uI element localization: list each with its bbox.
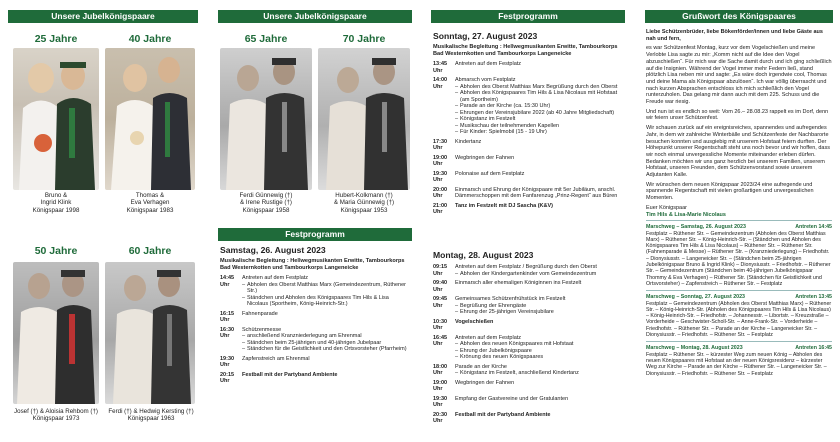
column-jubel-1 <box>8 0 198 442</box>
greeting-salutation: Liebe Schützenbrüder, liebe Bökenförder/innen und liebe Gäste aus nah und fern, <box>646 29 823 42</box>
item-bullet: – Königstanz im Festzelt <box>455 116 623 123</box>
couple-illustration <box>13 262 99 404</box>
item-time: 20:30 Uhr <box>433 411 448 424</box>
program-item <box>433 335 623 361</box>
divider <box>646 290 832 291</box>
couple-illustration <box>13 48 99 190</box>
couple-caption: Ferdi (†) & Hedwig Kersting (†) Königspaar 1963 <box>108 408 194 423</box>
march-time: Antreten 14:45 <box>795 224 832 231</box>
item-bullet: – Abholen der Kindergartenkinder vom Gemeindezentrum <box>455 271 623 278</box>
item-time: 14:00 Uhr <box>433 77 448 90</box>
item-text: Festball mit der Partyband Ambiente <box>455 411 551 418</box>
item-time: 09:15 Uhr <box>433 264 448 277</box>
program-item <box>433 319 623 332</box>
couple-photo <box>105 262 195 404</box>
column-festprogramm <box>431 0 625 442</box>
couple-photo <box>105 48 195 190</box>
item-text: Empfang der Gastvereine und der Gratulanten <box>455 395 569 402</box>
march-title: Marschweg – Samstag, 26. August 2023 <box>646 224 746 231</box>
item-bullet: – Ehrung der Jubelkönigspaare <box>455 348 623 355</box>
greeting-paragraph: es war Schützenfest Montag, kurz vor dem Vogelschießen und meine Verlobte Lisa sagte zu mir: „Komm nicht auf die Idee den Vogel abzuschießen“. Für mich war die Sache damit durch und ich ging schließlich auf die Insignien. Während der Vogel immer mehr Federn ließ, stand plötzlich Lisa neben mir und sagte: „Es wäre doch irgendwie cool, Thomas und deine Mama als Königspaar abzulösen“. Ich war völlig überrascht und nach kurzen Absprachen entschloss ich mich schließlich den Vogel runterzuholen. Das gelang mir dann auch mit dem 225. Schuss und die Freude war riesig. <box>646 45 832 106</box>
item-bullet: – Begrüßung der Ehrengäste <box>455 303 623 310</box>
greeting-body <box>645 23 833 377</box>
divider <box>646 220 832 221</box>
item-text: Antreten auf dem Festplatz / Begrüßung durch den Oberst <box>455 264 597 270</box>
item-bullet: – Für Kinder: Spielmobil (15 - 19 Uhr) <box>455 129 623 136</box>
item-time: 19:30 Uhr <box>433 395 448 408</box>
item-time: 20:00 Uhr <box>433 186 448 200</box>
couple-illustration <box>220 48 312 190</box>
item-bullet: – Königstanz im Festzelt, anschließend Kindertanz <box>455 370 623 377</box>
day-subtitle: Musikalische Begleitung : Hellwegmusikanten Erwitte, Tambourkorps Bad Westernkotten und Tambourkorps Langeneicke <box>220 258 405 271</box>
march-routes <box>646 224 832 377</box>
day-heading: Samstag, 26. August 2023 <box>220 245 326 255</box>
march-route <box>646 345 832 376</box>
item-time: 17:30 Uhr <box>433 138 448 152</box>
item-time: 10:30 Uhr <box>433 318 448 331</box>
item-bullet: – Abholen des neuen Königspaares mit Hofstaat <box>455 341 623 348</box>
couple-years: 25 Jahre <box>34 33 78 45</box>
item-time: 16:45 Uhr <box>433 334 448 347</box>
column-grusswort <box>645 0 833 442</box>
item-text: Antreten auf dem Festplatz <box>242 275 309 282</box>
item-bullet: – Musikschau der teilnehmenden Kapellen <box>455 123 623 130</box>
couple-caption: Josef (†) & Aloisia Rehbom (†) Königspaar 1973 <box>14 408 98 423</box>
program-item <box>220 372 410 385</box>
program-item <box>433 139 623 152</box>
march-time: Antreten 16:45 <box>795 345 832 352</box>
program-item <box>433 203 623 216</box>
section-banner: Festprogramm <box>431 10 625 23</box>
program-list <box>220 275 410 385</box>
item-time: 20:15 Uhr <box>220 371 235 385</box>
march-text: Festplatz – Gemeindezentrum (Abholen des Oberst Matthias Marx) – Rüthener Str. – König-Heinrich-Str. (Abholen des Königspaares Tim Hils & Lisa Nicolaus) – König-Heinrich-Str. – Friedhofstr. – Johannesstr. – Libortstr. – Kreuzstraße – Vorderheide – Geschwister-Scholl-Str. – Anne-Frank-Str. – Vorderheide – Friedhofstr. – Rüthener Str. – Parade an der Kirche – Langeneicker Str. – Dionysiusstr. – Friedhofstr. – Rüthener Str. – Festplatz <box>646 300 832 339</box>
item-text: Wegbringen der Fahnen <box>455 154 515 161</box>
couple-illustration <box>105 48 195 190</box>
program-item <box>433 77 623 136</box>
column-jubel-2 <box>218 0 412 442</box>
item-bullet: – Abholen des Oberst Matthias Marx (Gemeindezentrum, Rüthener Str.) <box>242 282 410 295</box>
item-text: Wegbringen der Fahnen <box>455 379 515 386</box>
item-text: Einmarsch aller ehemaligen Königinnen ins Festzelt <box>455 280 582 286</box>
program-monday <box>433 250 623 428</box>
program-item <box>433 380 623 393</box>
item-time: 14:45 Uhr <box>220 275 235 288</box>
item-time: 09:40 Uhr <box>433 280 448 293</box>
couple-photo <box>220 48 312 190</box>
program-item <box>433 264 623 277</box>
greeting-paragraph: Wir wünschen dem neuen Königspaar 2023/24 eine aufregende und spannende Regentschaft mit vielen großartigen und unvergesslichen Momenten. <box>646 181 814 202</box>
couple-illustration <box>105 262 195 404</box>
item-text: Gemeinsames Schützenfrühstück im Festzelt <box>455 296 566 302</box>
program-item <box>433 396 623 409</box>
couple-caption: Hubert-Kolkmann (†) & Maria Günnewig (†) Königspaar 1953 <box>333 192 395 214</box>
couple-years: 50 Jahre <box>34 245 78 257</box>
program-item <box>433 364 623 377</box>
march-route <box>646 224 832 287</box>
greeting-paragraph: Und nun ist es endlich so weit: Vom 26.– 28.08.23 rappelt es im Dorf, denn wir feiern unser Schützenfest. <box>646 108 829 122</box>
section-banner: Unsere Jubelkönigspaare <box>218 10 412 23</box>
item-text: Fahnenparade <box>242 310 278 317</box>
couple-years: 65 Jahre <box>244 33 288 45</box>
item-text: Abmarsch vom Festplatz <box>455 77 516 84</box>
program-item <box>433 296 623 316</box>
item-text: Festball mit der Partyband Ambiente <box>242 371 338 378</box>
item-text: Antreten auf dem Festplatz <box>455 334 522 341</box>
march-title: Marschweg – Sonntag, 27. August 2023 <box>646 294 746 301</box>
program-banner: Festprogramm <box>218 228 412 241</box>
item-text: Antreten auf dem Festplatz <box>455 61 522 68</box>
item-time: 19:30 Uhr <box>433 170 448 184</box>
item-bullet: – Ständchen für die Geistlichkeit und den Ortsvorsteher (Pfarrheim) <box>242 346 410 353</box>
item-bullet: – Ehrung der 25-jährigen Vereinsjubilare <box>455 309 623 316</box>
item-time: 13:45 Uhr <box>433 61 448 74</box>
item-time: 21:00 Uhr <box>433 202 448 216</box>
item-text: Einmarsch und Ehrung der Königspaare mit 5er Jubiläum, anschl. Dämmerschoppen mit dem Fanfarenzug „Prinz-Regent“ aus Büren <box>455 186 618 200</box>
day-subtitle: Musikalische Begleitung : Hellwegmusikanten Erwitte, Tambourkorps Bad Westernkotten und Tambourkorps Langeneicke <box>433 44 618 57</box>
item-bullet: – anschließend Kranzniederlegung am Ehrenmal <box>242 333 410 340</box>
item-time: 09:45 Uhr <box>433 296 448 309</box>
item-bullet: – Ständchen und Abholen des Königspaares Tim Hils & Lisa Nicolaus (Sportheim, König-Heinrich-Str.) <box>242 295 410 308</box>
couple-years: 40 Jahre <box>128 33 172 45</box>
couple-caption: Thomas & Eva Verhagen Königspaar 1983 <box>126 192 174 214</box>
item-bullet: – Krönung des neuen Königspaares <box>455 354 623 361</box>
march-route <box>646 294 832 338</box>
couple-photo <box>13 48 99 190</box>
couple-illustration <box>318 48 410 190</box>
program-sunday <box>433 31 623 219</box>
item-text: Tanz im Festzelt mit DJ Sascha (K&V) <box>455 202 554 209</box>
program-list <box>433 264 623 425</box>
item-text: Zapfenstreich am Ehrenmal <box>242 355 310 362</box>
signature: Euer Königspaar Tim Hils & Lisa-Marie Nicolaus <box>646 204 726 218</box>
couple-photo <box>13 262 99 404</box>
march-title: Marschweg – Montag, 28. August 2023 <box>646 345 743 352</box>
item-text: Schützenmesse <box>242 326 282 333</box>
program-item <box>220 275 410 308</box>
section-banner: Unsere Jubelkönigspaare <box>8 10 198 23</box>
program-item <box>433 155 623 168</box>
march-text: Festplatz – Rüthener Str. – kürzester Weg zum neuen König – Abholen des neuen Königspaares mit Hofstaat an der neuen Königsresidenz – kürzester Weg zur Kirche – Parade an der Kirche – Rüthener Str. – Langeneicker Str. – Dionysiusstr. – Friedhofstr. – Rüthener Str. – Festplatz <box>646 351 827 377</box>
program-saturday <box>220 245 410 388</box>
divider <box>646 341 832 342</box>
item-text: Parade an der Kirche <box>455 363 507 370</box>
day-heading: Sonntag, 27. August 2023 <box>433 31 538 41</box>
item-time: 18:00 Uhr <box>433 363 448 376</box>
item-time: 16:15 Uhr <box>220 310 235 324</box>
program-item <box>220 356 410 369</box>
march-text: Festplatz – Rüthener Str. – Gemeindezentrum (Abholen des Oberst Matthias Marx) – Rüthener Str. – König-Heinrich-Str. – (Ständchen und Abholen des Königspaares Tim Hils & Lisa Nicolaus) – Rüthener Str. – Rüthener Str. (Fahnenparade & Messe) – Rüthener Str. – (Kranzniederlegung) – Friedhofstr. – Dionysiusstr. – Langeneicker Str. – (Ständchen beim 25-jährigen Jubelkönigspaar Bruno & Ingrid Klink) – Dionysiusstr. – Friedhofstr. – Rüthener Str. – Gemeindezentrum (Ständchen beim 40-jährigen Jubelkönigspaar Thommy & Eva Verhagen) – Rüthener Str. (Ständchen für Geistlichkeit und Ortsvorsteher) – Zapfenstreich – Rüthener Str. – Festplatz <box>646 230 831 287</box>
program-item <box>433 412 623 425</box>
item-bullet: – Parade an der Kirche (ca. 15:30 Uhr) <box>455 103 623 110</box>
section-banner: Grußwort des Königspaares <box>645 10 833 23</box>
program-item <box>433 280 623 293</box>
item-bullet: – Ehrungen der Vereinsjubilare 2022 (ab 40 Jahre Mitgliedschaft) <box>455 110 623 117</box>
program-list <box>433 61 623 216</box>
day-heading: Montag, 28. August 2023 <box>433 250 534 260</box>
item-text: Vogelschießen <box>455 318 494 325</box>
item-time: 19:00 Uhr <box>433 379 448 392</box>
program-item <box>433 171 623 184</box>
item-bullet: – Ständchen beim 25-jährigen und 40-jährigen Jubelpaar <box>242 340 410 347</box>
program-item <box>433 61 623 74</box>
program-item <box>220 311 410 324</box>
couple-years: 70 Jahre <box>342 33 386 45</box>
item-time: 19:30 Uhr <box>220 355 235 369</box>
item-bullet: – Abholen des Oberst Matthias Marx Begrüßung durch den Oberst <box>455 84 623 91</box>
item-bullet: – Abholen des Königspaares Tim Hils & Lisa Nicolaus mit Hofstaat (am Sportheim) <box>455 90 623 103</box>
couple-caption: Bruno & Ingrid Klink Königspaar 1998 <box>32 192 80 214</box>
program-item <box>220 327 410 353</box>
item-time: 16:30 Uhr <box>220 326 235 340</box>
greeting-paragraph: Wir schauen zurück auf ein ereignisreiches, spannendes und aufregendes Jahr, in dem wir zahlreiche Winterbälle und Schützenfeste der Nachbarorte besuchen konnten und ausgiebig mit unserem Hofstaat feiern durften. Der Höhepunkt unserer Regentschaft steht uns noch bevor und wir hoffen, dass wir noch einmal unvergessliche Momente miteinander erleben dürfen. Bedanken möchten wir uns ganz herzlich bei unserem Familien, unserem Hofstaat, unseren Freunden, dem Schützenvorstand sowie unserem Adjutanten Kalle. <box>646 125 830 179</box>
couple-photo <box>318 48 410 190</box>
item-text: Polonaise auf dem Festplatz <box>455 170 525 177</box>
program-item <box>433 187 623 200</box>
item-time: 19:00 Uhr <box>433 154 448 168</box>
couple-caption: Ferdi Günnewig (†) & Irene Rustige (†) Königspaar 1958 <box>239 192 293 214</box>
march-time: Antreten 13:45 <box>795 294 832 301</box>
couple-years: 60 Jahre <box>128 245 172 257</box>
item-text: Kindertanz <box>455 138 482 145</box>
